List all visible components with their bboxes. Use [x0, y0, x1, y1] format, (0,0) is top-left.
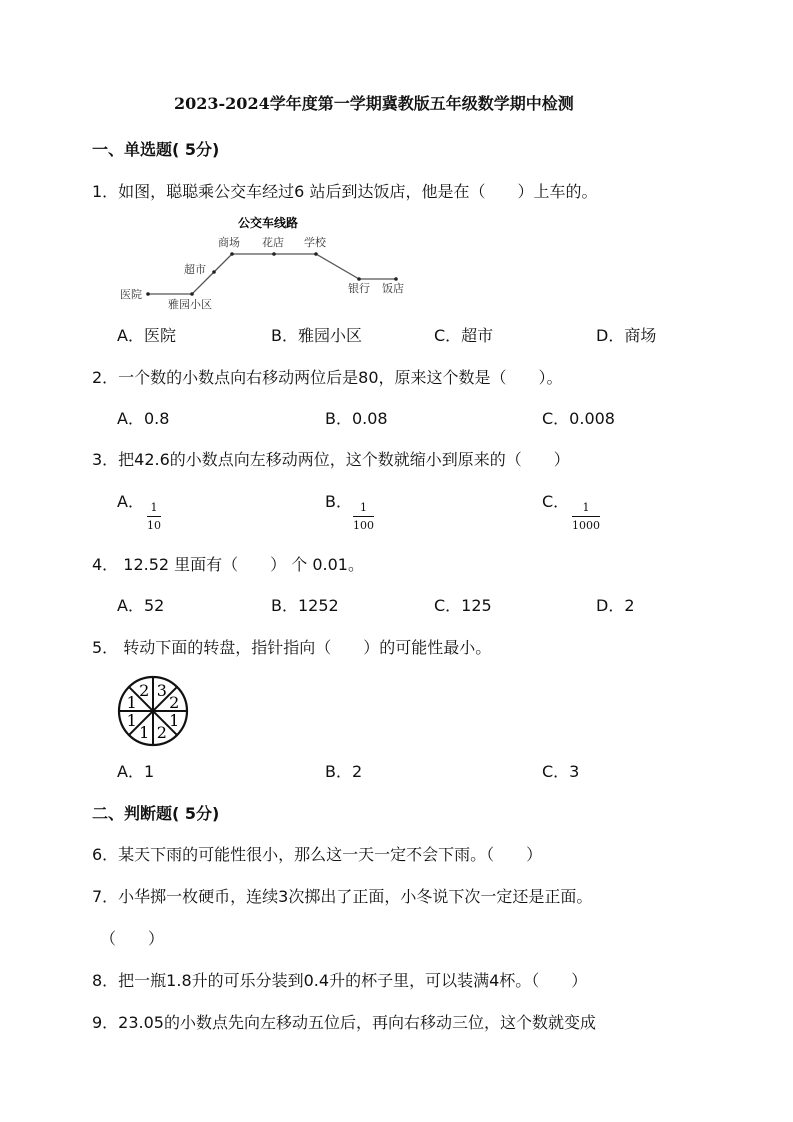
q1-option-b[interactable]: B．雅园小区: [271, 326, 362, 345]
diagram-title: 公交车线路: [238, 216, 299, 230]
section-heading: 二、判断题( 5分): [92, 804, 220, 823]
question-3: 3．把42.6的小数点向左移动两位，这个数就缩小到原来的（ ）: [92, 450, 570, 469]
denominator: 1000: [572, 519, 600, 532]
question-7-blank: （ ）: [100, 929, 165, 948]
q1-option-a[interactable]: A．医院: [117, 326, 176, 345]
bus-stop-label: 雅园小区: [168, 298, 212, 310]
spinner-sector-label: 1: [169, 710, 180, 730]
spinner-sector-label: 2: [169, 693, 180, 713]
q3-option-c-label[interactable]: C．: [542, 492, 570, 511]
bus-stop-label: 花店: [262, 236, 284, 249]
numerator: 1: [582, 501, 590, 514]
bus-stop-label: 超市: [184, 263, 206, 276]
question-4: 4． 12.52 里面有（ ） 个 0.01。: [92, 555, 364, 574]
section-heading: 一、单选题( 5分): [92, 140, 220, 159]
bus-stop-label: 饭店: [382, 282, 404, 295]
q3-option-c-fraction: [572, 501, 600, 532]
question-7: 7．小华掷一枚硬币，连续3次掷出了正面，小冬说下次一定还是正面。: [92, 887, 593, 906]
q5-option-b[interactable]: B．2: [325, 762, 363, 781]
spinner-sector-label: 2: [139, 680, 150, 700]
page-title: 2023-2024学年度第一学期冀教版五年级数学期中检测: [174, 94, 574, 113]
spinner-sector-label: 1: [126, 693, 137, 713]
q5-option-a[interactable]: A．1: [117, 762, 155, 781]
bus-stop-label: 学校: [304, 236, 326, 249]
bus-stop-dot: [314, 252, 318, 256]
bus-stop-label: 商场: [218, 236, 240, 249]
q3-option-b-label[interactable]: B．: [325, 492, 352, 511]
q4-option-d[interactable]: D．2: [596, 596, 635, 615]
spinner-sector-label: 3: [156, 680, 167, 700]
bus-stop-dot: [230, 252, 234, 256]
bus-stop-dot: [272, 252, 276, 256]
spinner-sector-label: 2: [156, 723, 167, 743]
numerator: 1: [150, 501, 158, 514]
q3-option-b-fraction: [353, 501, 374, 532]
spinner-sector-label: 1: [126, 710, 137, 730]
q4-option-b[interactable]: B．1252: [271, 596, 339, 615]
q2-option-a[interactable]: A．0.8: [117, 409, 170, 428]
bus-route-diagram: [110, 210, 420, 310]
bus-stop-dot: [146, 292, 150, 296]
question-5: 5． 转动下面的转盘，指针指向（ ）的可能性最小。: [92, 638, 492, 657]
q4-option-c[interactable]: C．125: [434, 596, 492, 615]
q1-option-d[interactable]: D．商场: [596, 326, 657, 345]
bus-stop-dot: [212, 270, 216, 274]
denominator: 10: [147, 519, 161, 532]
q1-option-c[interactable]: C．超市: [434, 326, 494, 345]
q2-option-b[interactable]: B．0.08: [325, 409, 388, 428]
q3-option-a-fraction: [147, 501, 161, 532]
spinner-center: [151, 709, 156, 714]
bus-stop-label: 医院: [120, 288, 142, 301]
q5-option-c[interactable]: C．3: [542, 762, 580, 781]
question-2: 2．一个数的小数点向右移动两位后是80，原来这个数是（ ）。: [92, 368, 563, 387]
q4-option-a[interactable]: A．52: [117, 596, 165, 615]
bus-stop-label: 银行: [348, 282, 370, 295]
bus-stop-dot: [357, 277, 361, 281]
denominator: 100: [353, 519, 374, 532]
question-9: 9．23.05的小数点先向左移动五位后，再向右移动三位，这个数就变成: [92, 1013, 596, 1032]
question-8: 8．把一瓶1.8升的可乐分装到0.4升的杯子里，可以装满4杯。（ ）: [92, 971, 588, 990]
bus-stop-dot: [394, 277, 398, 281]
question-1: 1．如图，聪聪乘公交车经过6 站后到达饭店，他是在（ ）上车的。: [92, 182, 598, 201]
q2-option-c[interactable]: C．0.008: [542, 409, 615, 428]
spinner-diagram: [115, 673, 191, 749]
spinner-sector-label: 1: [139, 723, 150, 743]
question-6: 6．某天下雨的可能性很小，那么这一天一定不会下雨。（ ）: [92, 845, 543, 864]
bus-stop-dot: [190, 292, 194, 296]
q3-option-a-label[interactable]: A．: [117, 492, 144, 511]
numerator: 1: [360, 501, 367, 514]
